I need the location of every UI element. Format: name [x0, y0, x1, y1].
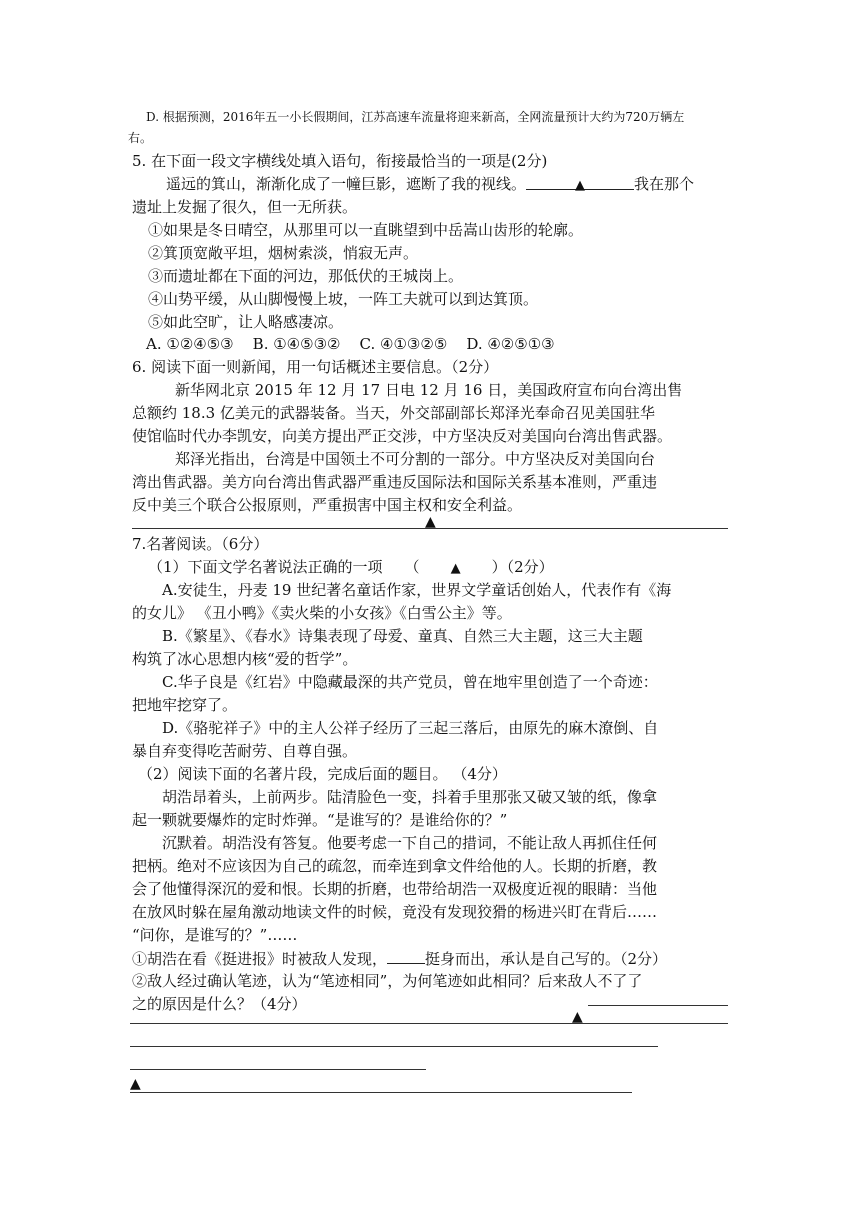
q7-stem: 7.名著阅读。（6分）	[132, 535, 269, 553]
q7-excerpt-l4: 把柄。绝对不应该因为自己的疏忽，而牵连到拿文件给他的人。长期的折磨，教	[132, 857, 658, 875]
q6-news-p1-l2: 总额约 18.3 亿美元的武器装备。当天，外交部副部长郑泽光奉命召见美国驻华	[132, 404, 655, 422]
q7-option-a-l1: A.安徒生，丹麦 19 世纪著名童话作家，世界文学童话创始人，代表作有《海	[162, 581, 672, 599]
q5-stem: 5. 在下面一段文字横线处填入语句，衔接最恰当的一项是(2分)	[132, 152, 548, 170]
q7-excerpt-l6: 在放风时躲在屋角激动地读文件的时候，竟没有发现狡猾的杨进兴盯在背后……	[132, 903, 658, 921]
q7-question-1-text-b: 挺身而出，承认是自己写的。（2分）	[425, 950, 668, 968]
q7-answer-triangle-icon-2: ▲	[130, 1076, 141, 1092]
q5-answer-blank[interactable]	[526, 173, 634, 193]
q7-question-2-l1: ②敌人经过确认笔迹，认为“笔迹相同”，为何笔迹如此相同？后来敌人不了了	[132, 972, 643, 990]
q5-sentence-4: ④山势平缓，从山脚慢慢上坡，一阵工夫就可以到达箕顶。	[148, 290, 539, 308]
q7-sub1-open-paren: （	[404, 558, 420, 576]
q7-option-a-l2: 的女儿》 《丑小鸭》《卖火柴的小女孩》《白雪公主》等。	[132, 604, 512, 622]
q7-option-d-l1: D.《骆驼祥子》中的主人公祥子经历了三起三落后，由原先的麻木潦倒、自	[162, 719, 659, 737]
q7-answer-line-4[interactable]	[130, 1092, 632, 1093]
q7-option-c-l1: C.华子良是《红岩》中隐藏最深的共产党员，曾在地牢里创造了一个奇迹：	[162, 673, 658, 691]
answer-triangle-icon: ▲	[450, 561, 461, 576]
q5-sentence-2: ②箕顶宽敞平坦，烟树索淡，悄寂无声。	[148, 244, 419, 262]
q7-answer-line-3[interactable]	[130, 1069, 426, 1070]
q7-answer-line-1[interactable]	[130, 1023, 728, 1024]
q7-sub1-close: ）（2分）	[491, 558, 554, 576]
q7-question-2-l2: 之的原因是什么？（4分）	[132, 995, 307, 1013]
q6-news-p1-l3: 使馆临时代办李凯安，向美方提出严正交涉，中方坚决反对美国向台湾出售武器。	[132, 427, 673, 445]
q7-excerpt-l1: 胡浩昂着头，上前两步。陆清脸色一变，抖着手里那张又破又皱的纸，像拿	[162, 788, 658, 806]
q5-sentence-1: ①如果是冬日晴空，从那里可以一直眺望到中岳嵩山齿形的轮廓。	[148, 221, 584, 239]
q7-excerpt-l3: 沉默着。胡浩没有答复。他要考虑一下自己的措词，不能让敌人再抓住任何	[162, 834, 658, 852]
q7-option-b-l2: 构筑了冰心思想内核“爱的哲学”。	[132, 650, 358, 668]
q7-option-c-l2: 把地牢挖穿了。	[132, 696, 238, 714]
q7-excerpt-l5: 会了他懂得深沉的爱和恨。长期的折磨，也带给胡浩一双极度近视的眼睛：当他	[132, 880, 658, 898]
q5-passage-text-b: 我在那个	[634, 175, 695, 193]
q5-sentence-3: ③而遗址都在下面的河边，那低伏的王城岗上。	[148, 267, 464, 285]
q7-excerpt-l2: 起一颗就要爆炸的定时炸弹。“是谁写的？是谁给你的？”	[132, 811, 508, 829]
q4-option-d-line1: D. 根据预测，2016年五一小长假期间，江苏高速车流量将迎来新高，全网流量预计大约为720万辆左	[146, 110, 685, 124]
q7-sub1-line	[148, 556, 554, 580]
q7-sub1-answer-blank[interactable]	[420, 556, 492, 580]
q7-excerpt-l7: “问你，是谁写的？”……	[132, 926, 298, 944]
q7-sub2: （2）阅读下面的名著片段，完成后面的题目。 （4分）	[138, 765, 507, 783]
q7-question-1-text-a: ①胡浩在看《挺进报》时被敌人发现，	[132, 950, 388, 968]
q5-passage-line2: 遗址上发掘了很久，但一无所获。	[132, 198, 358, 216]
q5-choices: A. ①②④⑤③ B. ①④⑤③② C. ④①③②⑤ D. ④②⑤①③	[146, 335, 555, 353]
q7-option-b-l1: B.《繁星》、《春水》诗集表现了母爱、童真、自然三大主题，这三大主题	[162, 627, 643, 645]
q6-stem: 6. 阅读下面一则新闻，用一句话概述主要信息。（2分）	[132, 358, 499, 376]
q6-answer-line[interactable]	[132, 528, 728, 529]
q4-option-d-line2: 右。	[128, 131, 153, 145]
q7-sub1-text: （1）下面文学名著说法正确的一项	[148, 558, 383, 576]
q5-passage-text-a: 遥远的箕山，渐渐化成了一幢巨影，遮断了我的视线。	[166, 175, 527, 193]
q6-news-p1-l1: 新华网北京 2015 年 12 月 17 日电 12 月 16 日，美国政府宣布向台湾出售	[175, 381, 683, 399]
q6-news-p2-l3: 反中美三个联合公报原则，严重损害中国主权和安全利益。	[132, 496, 523, 514]
q5-passage-line1	[166, 173, 694, 195]
q7-answer-line-1a[interactable]	[588, 1005, 728, 1006]
q7-answer-triangle-icon-1: ▲	[572, 1009, 583, 1025]
q6-news-p2-l1: 郑泽光指出，台湾是中国领土不可分割的一部分。中方坚决反对美国向台	[175, 450, 656, 468]
answer-triangle-icon: ▲	[575, 178, 586, 193]
q6-news-p2-l2: 湾出售武器。美方向台湾出售武器严重违反国际法和国际关系基本准则，严重违	[132, 473, 658, 491]
q7-question-1-blank[interactable]	[387, 947, 425, 964]
q7-answer-line-2[interactable]	[130, 1046, 658, 1047]
q5-sentence-5: ⑤如此空旷，让人略感凄凉。	[148, 313, 344, 331]
q6-answer-triangle-icon: ▲	[425, 514, 436, 530]
q7-question-1	[132, 947, 667, 970]
q7-option-d-l2: 暴自弃变得吃苦耐劳、自尊自强。	[132, 742, 358, 760]
